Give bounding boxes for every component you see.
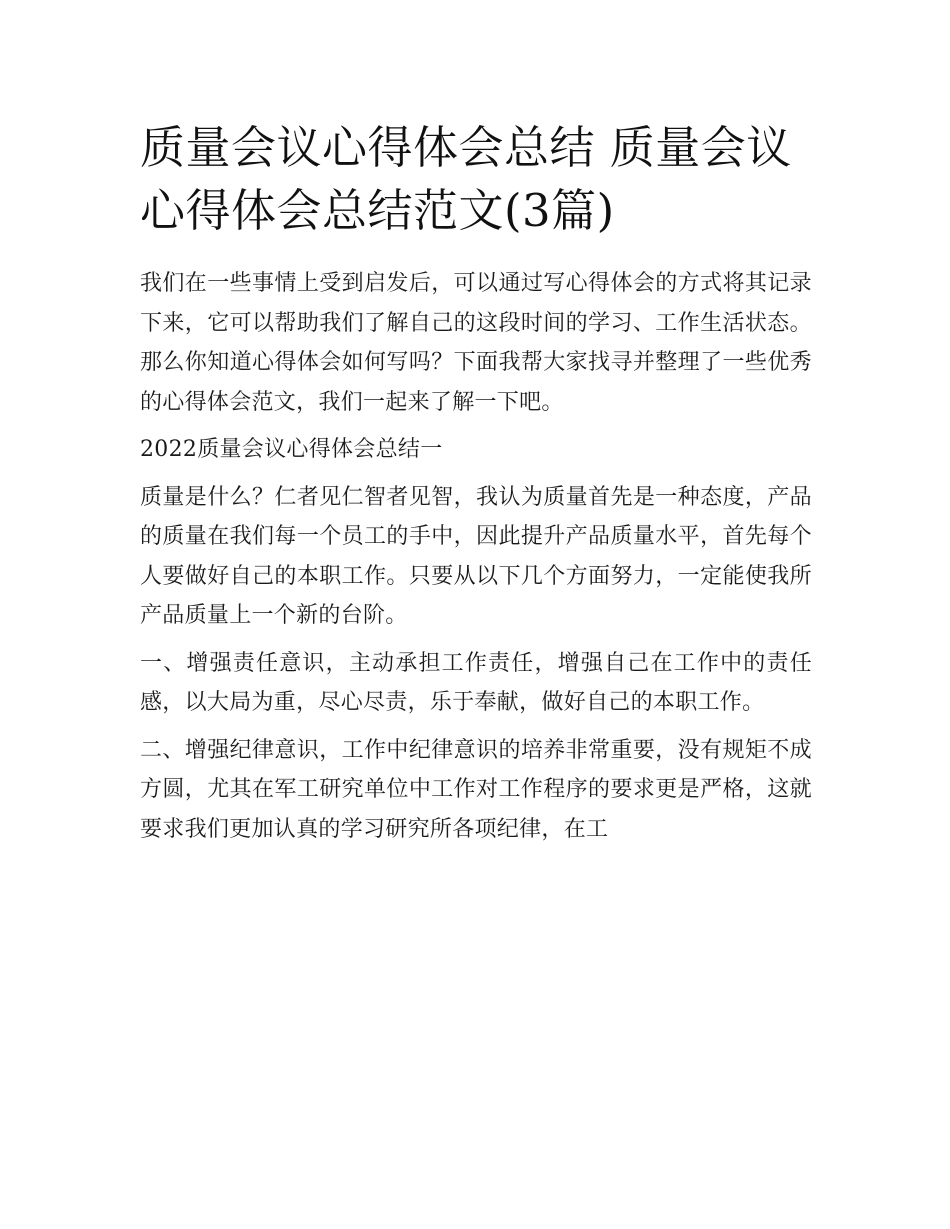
section-heading: 2022质量会议心得体会总结一	[140, 437, 443, 462]
body-paragraph-2: 一、增强责任意识，主动承担工作责任，增强自己在工作中的责任感，以大局为重，尽心尽责，乐于奉献，做好自己的本职工作。	[140, 650, 812, 715]
document-body	[140, 116, 812, 849]
body-paragraph-3: 二、增强纪律意识，工作中纪律意识的培养非常重要，没有规矩不成方圆，尤其在军工研究单位中工作对工作程序的要求更是严格，这就要求我们更加认真的学习研究所各项纪律，在工	[140, 737, 812, 842]
document-title: 质量会议心得体会总结 质量会议心得体会总结范文(3篇)	[140, 121, 792, 237]
intro-paragraph: 我们在一些事情上受到启发后，可以通过写心得体会的方式将其记录下来，它可以帮助我们了解自己的这段时间的学习、工作生活状态。那么你知道心得体会如何写吗？下面我帮大家找寻并整理了一些优秀的心得体会范文，我们一起来了解一下吧。	[140, 271, 812, 415]
body-paragraph-1: 质量是什么？仁者见仁智者见智，我认为质量首先是一种态度，产品的质量在我们每一个员工的手中，因此提升产品质量水平，首先每个人要做好自己的本职工作。只要从以下几个方面努力，一定能使我所产品质量上一个新的台阶。	[140, 484, 812, 628]
